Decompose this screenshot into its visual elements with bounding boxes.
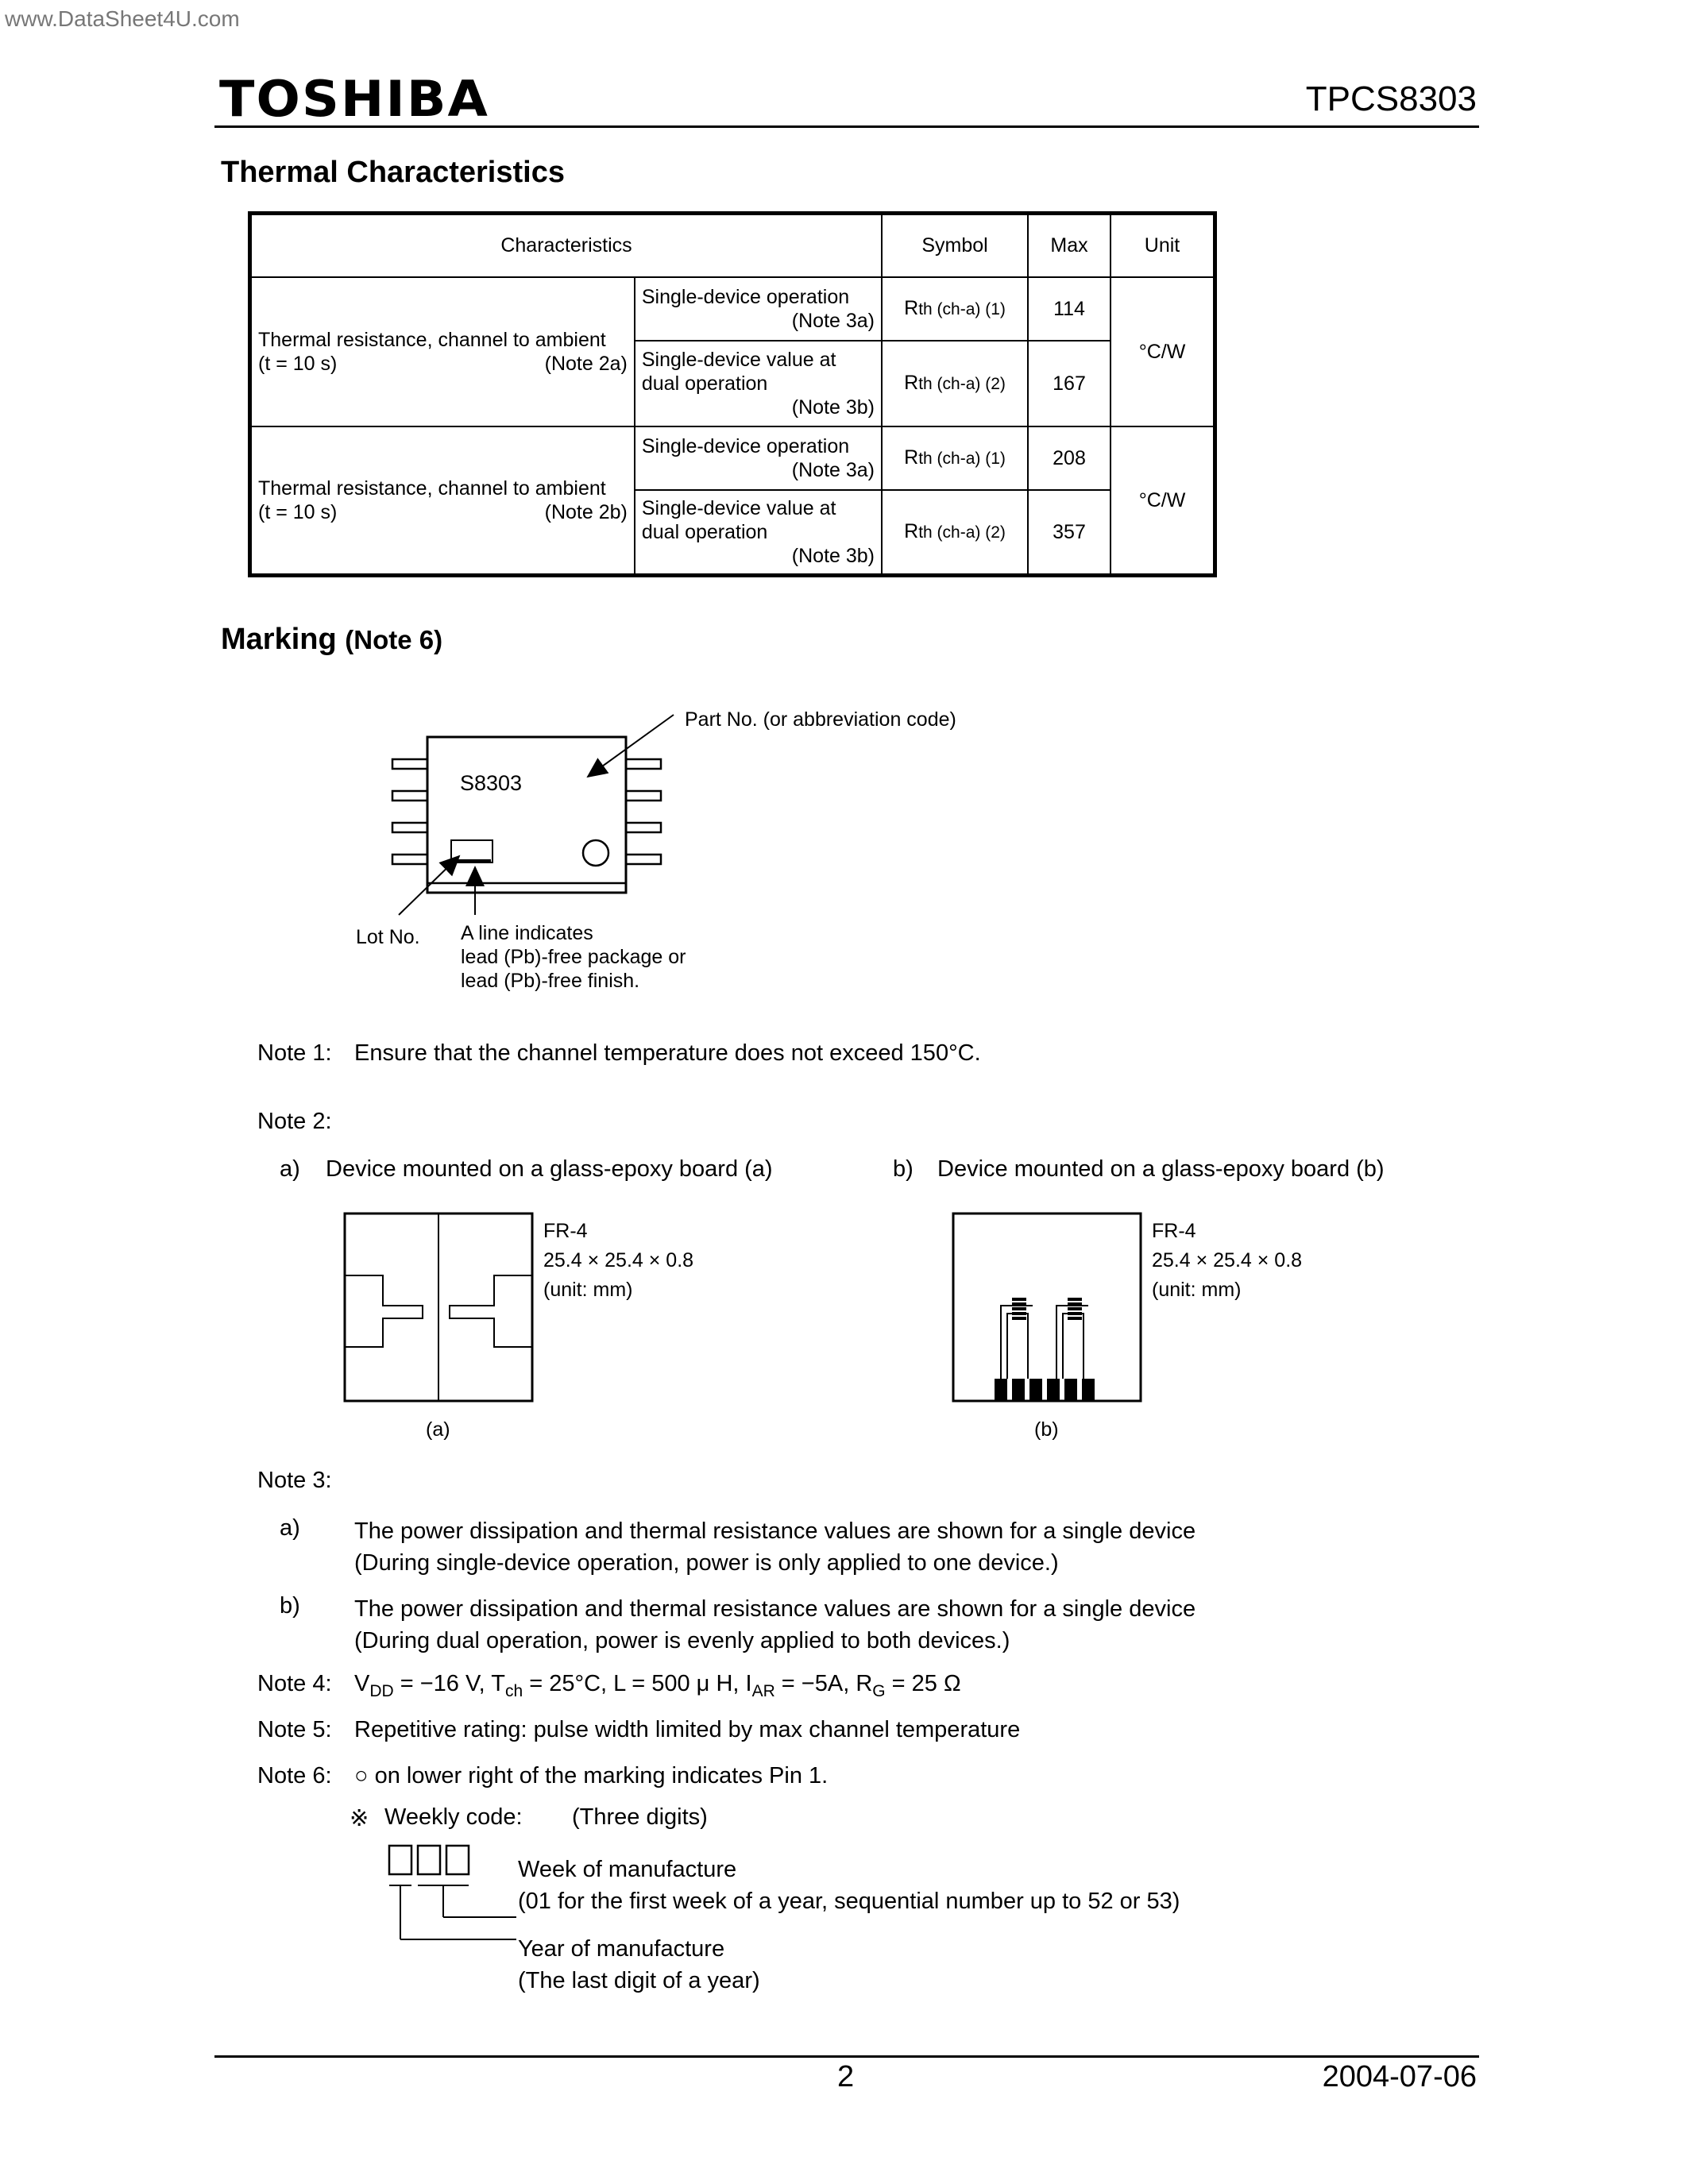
board-b-caption: (b) xyxy=(1034,1418,1059,1441)
row-unit: °C/W xyxy=(1111,277,1215,426)
line-label-2: lead (Pb)-free package or xyxy=(461,946,686,968)
note5-text: Repetitive rating: pulse width limited by max channel temperature xyxy=(354,1717,1021,1742)
board-a-caption: (a) xyxy=(426,1418,450,1441)
note3a-text xyxy=(354,1515,1196,1579)
symbol-r: R xyxy=(904,519,919,542)
thermal-title: Thermal Characteristics xyxy=(221,156,565,189)
table-row xyxy=(250,426,1215,490)
iar-value: = −5A, R xyxy=(774,1671,873,1696)
left-leads xyxy=(392,759,427,864)
tch-value: = 25°C, L = 500 μ H, I xyxy=(523,1671,752,1696)
note6-text: ○ on lower right of the marking indicates Pin 1. xyxy=(354,1763,829,1788)
line-label-3: lead (Pb)-free finish. xyxy=(461,970,640,992)
part-no-label: Part No. (or abbreviation code) xyxy=(685,708,956,731)
chip-text: S8303 xyxy=(459,771,523,795)
group-label xyxy=(250,277,635,426)
year-title: Year of manufacture xyxy=(518,1936,725,1962)
note2a-label: a) xyxy=(280,1156,300,1182)
watermark: www.DataSheet4U.com xyxy=(5,6,240,31)
row-max: 167 xyxy=(1028,341,1111,426)
th-characteristics: Characteristics xyxy=(250,214,883,277)
row-condition xyxy=(635,426,882,490)
row-note: (Note 3a) xyxy=(791,458,875,481)
note3a-line1: The power dissipation and thermal resistance values are shown for a single device xyxy=(354,1518,1196,1544)
line-label-1: A line indicates xyxy=(461,922,593,944)
note2b-text: Device mounted on a glass-epoxy board (b) xyxy=(937,1156,1385,1182)
note1-label: Note 1: xyxy=(257,1040,332,1066)
symbol-r: R xyxy=(904,446,919,469)
row-symbol xyxy=(882,490,1028,576)
note4-label: Note 4: xyxy=(257,1671,332,1696)
row-condition xyxy=(635,341,882,426)
weekly-digits: (Three digits) xyxy=(572,1804,708,1830)
group-label-text: Thermal resistance, channel to ambient xyxy=(258,328,606,351)
marking-title-note: (Note 6) xyxy=(345,625,443,654)
group-note: (Note 2a) xyxy=(544,352,628,375)
note3a-line2: (During single-device operation, power is only applied to one device.) xyxy=(354,1550,1059,1576)
group-condition: (t = 10 s) xyxy=(258,500,338,523)
footer-rule xyxy=(214,2055,1479,2058)
toshiba-logo: TOSHIBA xyxy=(219,70,490,128)
th-max: Max xyxy=(1028,214,1111,277)
row-max: 357 xyxy=(1028,490,1111,576)
th-unit: Unit xyxy=(1111,214,1215,277)
marking-title xyxy=(221,623,442,657)
note2b-label: b) xyxy=(893,1156,914,1182)
vdd-sub: DD xyxy=(369,1681,394,1700)
lot-no-label: Lot No. xyxy=(356,926,420,948)
doc-date: 2004-07-06 xyxy=(1322,2060,1477,2093)
rg-value: = 25 Ω xyxy=(885,1671,961,1696)
board-b-spec xyxy=(1152,1217,1302,1305)
row-condition-text: Single-device operation xyxy=(641,285,850,308)
row-symbol xyxy=(882,426,1028,490)
spec-dimensions: 25.4 × 25.4 × 0.8 xyxy=(1152,1249,1303,1271)
part-number: TPCS8303 xyxy=(1305,79,1477,118)
row-condition-text-2: dual operation xyxy=(641,520,768,543)
row-condition-text-2: dual operation xyxy=(641,372,768,395)
rg-sub: G xyxy=(872,1681,886,1700)
note5-label: Note 5: xyxy=(257,1717,332,1742)
group-label-text: Thermal resistance, channel to ambient xyxy=(258,477,606,500)
note3-label: Note 3: xyxy=(257,1468,332,1493)
note2-label: Note 2: xyxy=(257,1109,332,1134)
thermal-table xyxy=(248,211,1217,577)
lot-box xyxy=(451,840,492,862)
tch-sub: ch xyxy=(504,1681,523,1700)
symbol-sub: th (ch-a) (2) xyxy=(918,374,1006,393)
row-condition xyxy=(635,490,882,576)
row-note: (Note 3b) xyxy=(791,544,875,567)
symbol-sub: th (ch-a) (1) xyxy=(918,449,1006,468)
year-desc: (The last digit of a year) xyxy=(518,1968,760,1993)
spec-material: FR-4 xyxy=(543,1220,588,1242)
board-b-diagram xyxy=(952,1212,1142,1403)
row-condition-text: Single-device value at xyxy=(641,496,836,519)
row-condition-text: Single-device operation xyxy=(641,434,850,457)
symbol-r: R xyxy=(904,296,919,319)
iar-sub: AR xyxy=(751,1681,775,1700)
th-symbol: Symbol xyxy=(882,214,1028,277)
row-max: 208 xyxy=(1028,426,1111,490)
note1-text: Ensure that the channel temperature does not exceed 150°C. xyxy=(354,1040,981,1066)
pin1-circle-icon xyxy=(583,840,608,866)
digit-boxes xyxy=(389,1846,469,1874)
row-note: (Note 3b) xyxy=(791,396,875,419)
page-number: 2 xyxy=(837,2060,855,2093)
weekly-label: Weekly code: xyxy=(384,1804,523,1830)
note3a-label: a) xyxy=(280,1515,300,1541)
marking-title-text: Marking xyxy=(221,623,337,656)
line-indicates-label xyxy=(461,921,686,993)
row-max: 114 xyxy=(1028,277,1111,341)
note6-label: Note 6: xyxy=(257,1763,332,1788)
thermal-header-row xyxy=(250,214,1215,277)
spec-unit: (unit: mm) xyxy=(543,1279,633,1301)
spec-unit: (unit: mm) xyxy=(1152,1279,1242,1301)
note3b-line1: The power dissipation and thermal resistance values are shown for a single device xyxy=(354,1596,1196,1622)
note3b-label: b) xyxy=(280,1593,300,1619)
group-condition: (t = 10 s) xyxy=(258,352,338,375)
header-rule xyxy=(214,125,1479,128)
right-leads xyxy=(626,759,661,864)
board-a-diagram xyxy=(343,1212,534,1403)
spec-material: FR-4 xyxy=(1152,1220,1196,1242)
note3b-text xyxy=(354,1593,1196,1657)
note3b-line2: (During dual operation, power is evenly applied to both devices.) xyxy=(354,1628,1010,1653)
row-note: (Note 3a) xyxy=(791,309,875,332)
row-unit: °C/W xyxy=(1111,426,1215,576)
row-condition-text: Single-device value at xyxy=(641,348,836,371)
table-row xyxy=(250,277,1215,341)
chip-body xyxy=(427,737,626,893)
spec-dimensions: 25.4 × 25.4 × 0.8 xyxy=(543,1249,694,1271)
note4-text xyxy=(354,1671,961,1701)
row-symbol xyxy=(882,277,1028,341)
week-title: Week of manufacture xyxy=(518,1857,737,1882)
note2a-text: Device mounted on a glass-epoxy board (a) xyxy=(326,1156,773,1182)
vdd-value: = −16 V, T xyxy=(393,1671,505,1696)
weekly-mark-icon: ※ xyxy=(350,1806,369,1831)
symbol-sub: th (ch-a) (1) xyxy=(918,299,1006,318)
weekly-code-diagram xyxy=(381,1841,524,1960)
board-b-outline xyxy=(953,1214,1141,1401)
symbol-r: R xyxy=(904,371,919,394)
vdd-symbol: V xyxy=(354,1671,370,1696)
board-a-spec xyxy=(543,1217,693,1305)
symbol-sub: th (ch-a) (2) xyxy=(918,523,1006,542)
group-note: (Note 2b) xyxy=(544,500,628,523)
row-condition xyxy=(635,277,882,341)
group-label xyxy=(250,426,635,576)
row-symbol xyxy=(882,341,1028,426)
week-desc: (01 for the first week of a year, sequential number up to 52 or 53) xyxy=(518,1889,1180,1914)
